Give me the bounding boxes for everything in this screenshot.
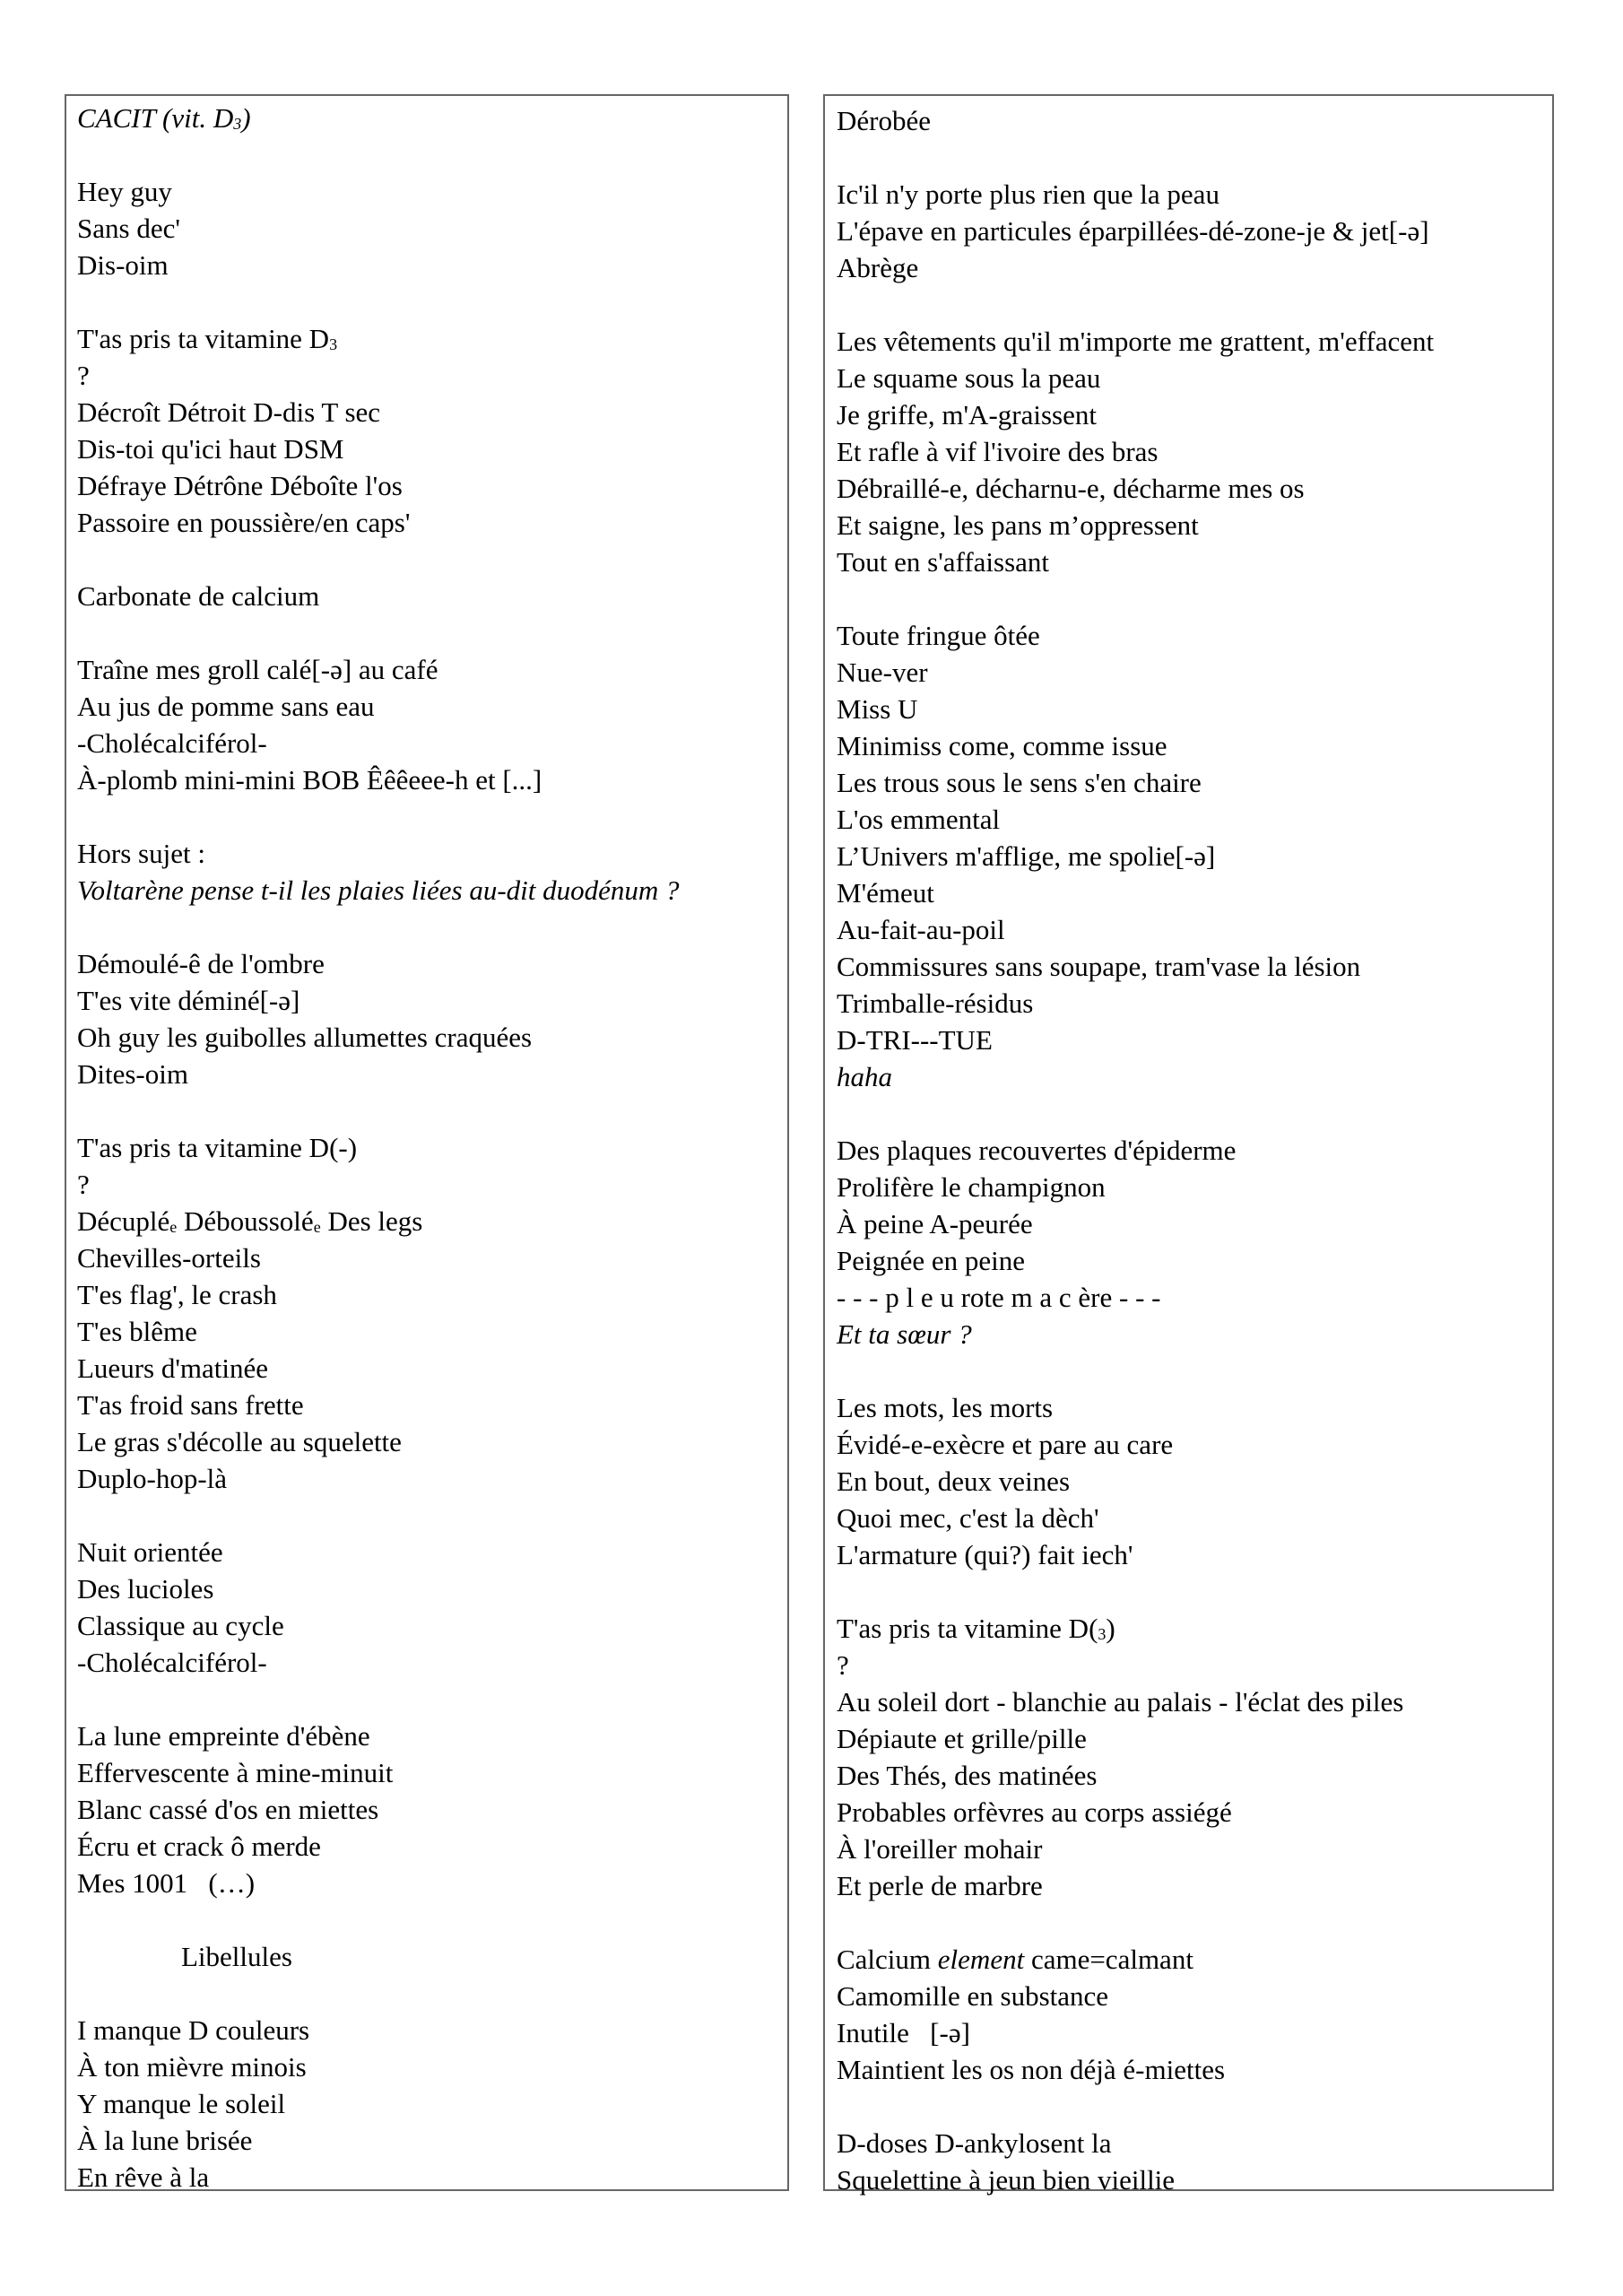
line-text: T'es vite déminé[-ə]	[77, 985, 300, 1016]
line-text: Au soleil dort - blanchie au palais - l'éclat des piles	[837, 1686, 1404, 1718]
poem-line	[77, 688, 787, 725]
stanza-break	[837, 2088, 1552, 2125]
poem-line	[837, 433, 1552, 470]
line-text: Traîne mes groll calé[-ə] au café	[77, 654, 438, 685]
line-text: Quoi mec, c'est la dèch'	[837, 1502, 1099, 1534]
poem-line	[837, 985, 1552, 1022]
poem-line	[837, 1867, 1552, 1904]
stanza-break	[837, 286, 1552, 323]
line-text: À-plomb mini-mini BOB Êêêeee-h et [...]	[77, 764, 542, 796]
line-text: Des lucioles	[77, 1573, 214, 1605]
poem-line	[837, 396, 1552, 433]
poem-line	[77, 945, 787, 982]
poem-line	[77, 761, 787, 798]
stanza-break	[837, 1904, 1552, 1941]
line-text: En rêve à la	[77, 2161, 210, 2193]
poem-line	[837, 1720, 1552, 1757]
right-poem-column	[823, 94, 1554, 2196]
line-text-after: came=calmant	[1024, 1944, 1193, 1975]
line-text: Je griffe, m'A-graissent	[837, 399, 1097, 430]
line-text: T'as pris ta vitamine D(	[837, 1613, 1098, 1644]
stanza-break	[837, 139, 1552, 176]
poem-line	[837, 507, 1552, 544]
poem-line	[837, 1941, 1552, 1978]
subscript: e	[169, 1218, 178, 1236]
line-text: Camomille en substance	[837, 1980, 1109, 2012]
stanza-break	[77, 909, 787, 945]
line-text: Voltarène pense t-il les plaies liées au-dit duodénum ?	[77, 874, 680, 906]
line-text: Au jus de pomme sans eau	[77, 691, 375, 722]
poem-line	[837, 1132, 1552, 1169]
poem-line	[77, 1423, 787, 1460]
line-text: ?	[837, 1649, 849, 1681]
line-text: T'as froid sans frette	[77, 1389, 304, 1421]
poem-line	[77, 1644, 787, 1681]
poem-line	[77, 210, 787, 247]
poem-title	[77, 100, 787, 136]
line-text: D-doses D-ankylosent la	[837, 2127, 1112, 2159]
poem-line	[837, 1536, 1552, 1573]
poem-line	[837, 948, 1552, 985]
poem-line	[837, 1426, 1552, 1463]
stanza-break	[77, 283, 787, 320]
line-text: Le gras s'décolle au squelette	[77, 1426, 402, 1457]
line-text: À la lune brisée	[77, 2125, 253, 2156]
section-title	[77, 1938, 787, 1975]
poem-line	[77, 1387, 787, 1423]
poem-line	[77, 467, 787, 504]
poem-line	[77, 1276, 787, 1313]
poem-line	[837, 727, 1552, 764]
line-text: Probables orfèvres au corps assiégé	[837, 1796, 1232, 1828]
poem-line	[77, 651, 787, 688]
line-text: Blanc cassé d'os en miettes	[77, 1794, 379, 1825]
poem-line	[837, 617, 1552, 654]
poem-line	[77, 2159, 787, 2196]
poem-title	[837, 102, 1552, 139]
poem-line	[837, 838, 1552, 874]
stanza-break	[77, 1681, 787, 1718]
stanza-break	[837, 580, 1552, 617]
line-text: Squelettine à jeun bien vieillie	[837, 2164, 1176, 2196]
line-text: Inutile [-ə]	[837, 2017, 970, 2048]
poem-line	[77, 320, 787, 357]
poem-line	[837, 1794, 1552, 1831]
line-text: Peignée en peine	[837, 1245, 1026, 1276]
poem-line	[77, 1129, 787, 1166]
line-text: Dépiaute et grille/pille	[837, 1723, 1087, 1754]
poem-line	[837, 1022, 1552, 1058]
poem-line	[77, 1460, 787, 1497]
line-text: CACIT (vit. D	[77, 102, 234, 134]
poem-line	[77, 1754, 787, 1791]
poem-line	[837, 764, 1552, 801]
line-text: L’Univers m'afflige, me spolie[-ə]	[837, 840, 1216, 872]
poem-line	[837, 1169, 1552, 1205]
poem-line	[77, 2122, 787, 2159]
line-text: Hors sujet :	[77, 838, 205, 869]
line-text: À peine A-peurée	[837, 1208, 1033, 1239]
stanza-break	[77, 136, 787, 173]
poem-line	[77, 2085, 787, 2122]
poem-line	[837, 249, 1552, 286]
line-text: Calcium	[837, 1944, 938, 1975]
poem-line	[837, 654, 1552, 691]
line-text: Dis-oim	[77, 249, 169, 281]
poem-line	[837, 1757, 1552, 1794]
line-text: Abrège	[837, 252, 919, 283]
poem-line	[77, 504, 787, 541]
line-text: Écru et crack ô merde	[77, 1831, 321, 1862]
line-text: Ic'il n'y porte plus rien que la peau	[837, 178, 1219, 210]
line-text: I manque D couleurs	[77, 2014, 310, 2046]
line-text: Hey guy	[77, 176, 172, 207]
stanza-break	[77, 1092, 787, 1129]
line-text: Débraillé-e, décharnu-e, décharme mes os	[837, 473, 1305, 504]
poem-line	[837, 1242, 1552, 1279]
line-text: Lueurs d'matinée	[77, 1352, 269, 1384]
line-text: -Cholécalciférol-	[77, 1647, 267, 1678]
poem-line	[837, 1279, 1552, 1316]
poem-line	[837, 801, 1552, 838]
line-text: Toute fringue ôtée	[837, 620, 1040, 651]
left-poem-column	[65, 94, 789, 2191]
poem-line	[837, 911, 1552, 948]
line-text: Tout en s'affaissant	[837, 546, 1050, 578]
poem-line	[837, 470, 1552, 507]
poem-line	[77, 1570, 787, 1607]
poem-line	[837, 1058, 1552, 1095]
line-text: Chevilles-orteils	[77, 1242, 261, 1274]
poem-line	[77, 247, 787, 283]
line-text: Commissures sans soupape, tram'vase la lésion	[837, 951, 1361, 982]
poem-line	[837, 2125, 1552, 2161]
poem-line	[837, 544, 1552, 580]
stanza-break	[77, 798, 787, 835]
poem-line	[837, 1205, 1552, 1242]
line-text: Classique au cycle	[77, 1610, 284, 1641]
poem-line	[837, 360, 1552, 396]
poem-line	[837, 213, 1552, 249]
poem-line	[837, 691, 1552, 727]
line-text: Et ta sœur ?	[837, 1318, 972, 1350]
stanza-break	[837, 1352, 1552, 1389]
line-text: Décroît Détroit D-dis T sec	[77, 396, 381, 428]
poem-line	[77, 394, 787, 430]
poem-line	[837, 1978, 1552, 2014]
line-text: Libellules	[181, 1941, 292, 1972]
line-text: Mes 1001 (…)	[77, 1867, 256, 1899]
line-text: Dérobée	[837, 105, 931, 136]
line-text: Et rafle à vif l'ivoire des bras	[837, 436, 1159, 467]
poem-line	[837, 2014, 1552, 2051]
line-text: Oh guy les guibolles allumettes craquées	[77, 1022, 533, 1053]
poem-line	[837, 1316, 1552, 1352]
poem-line	[837, 323, 1552, 360]
poem-line	[77, 1534, 787, 1570]
poem-line	[77, 2012, 787, 2048]
poem-line	[77, 1791, 787, 1828]
poem-line	[77, 173, 787, 210]
poem-line	[77, 1350, 787, 1387]
line-text: Démoulé-ê de l'ombre	[77, 948, 325, 979]
poem-line	[837, 1683, 1552, 1720]
line-text: Y manque le soleil	[77, 2088, 286, 2119]
poem-line	[77, 982, 787, 1019]
line-text: T'es blême	[77, 1316, 197, 1347]
line-text: Prolifère le champignon	[837, 1171, 1106, 1203]
poem-line	[837, 176, 1552, 213]
line-text-after: Des legs	[320, 1205, 423, 1237]
subscript: e	[313, 1218, 321, 1236]
poem-line	[77, 357, 787, 394]
line-text: ?	[77, 1169, 90, 1200]
poem-line	[77, 1313, 787, 1350]
line-text: L'armature (qui?) fait iech'	[837, 1539, 1133, 1570]
line-text: Et saigne, les pans m’oppressent	[837, 509, 1199, 541]
poem-line	[837, 1610, 1552, 1647]
stanza-break	[77, 1975, 787, 2012]
line-text: -Cholécalciférol-	[77, 727, 267, 759]
line-text: Des plaques recouvertes d'épiderme	[837, 1135, 1237, 1166]
poem-line	[77, 725, 787, 761]
line-text: T'as pris ta vitamine D	[77, 323, 330, 354]
poem-line	[77, 1865, 787, 1901]
poem-line	[77, 1607, 787, 1644]
poem-line	[77, 835, 787, 872]
poem-line	[77, 1203, 787, 1239]
line-text: Passoire en poussière/en caps'	[77, 507, 411, 538]
subscript: 3	[233, 115, 242, 133]
stanza-break	[77, 1497, 787, 1534]
line-text: Nuit orientée	[77, 1536, 223, 1568]
poem-line	[77, 1056, 787, 1092]
line-text: Les vêtements qu'il m'importe me grattent, m'effacent	[837, 326, 1435, 357]
line-text: Décuplé	[77, 1205, 170, 1237]
poem-line	[77, 2048, 787, 2085]
line-text: T'es flag', le crash	[77, 1279, 277, 1310]
line-text: Nue-ver	[837, 657, 928, 688]
line-text: Des Thés, des matinées	[837, 1760, 1098, 1791]
line-text: haha	[837, 1061, 892, 1092]
stanza-break	[77, 614, 787, 651]
line-text: Défraye Détrône Déboîte l'os	[77, 470, 403, 501]
poem-line	[77, 1019, 787, 1056]
line-text: M'émeut	[837, 877, 934, 909]
poem-line	[77, 578, 787, 614]
line-text: Minimiss come, comme issue	[837, 730, 1167, 761]
line-text: Maintient les os non déjà é-miettes	[837, 2054, 1226, 2085]
line-text: Et perle de marbre	[837, 1870, 1043, 1901]
line-text: Duplo-hop-là	[77, 1463, 228, 1494]
poem-line	[837, 1831, 1552, 1867]
line-text-italic: element	[937, 1944, 1025, 1975]
stanza-break	[77, 1901, 787, 1938]
line-text: Au-fait-au-poil	[837, 914, 1005, 945]
line-text: À l'oreiller mohair	[837, 1833, 1043, 1865]
line-text: Trimballe-résidus	[837, 987, 1034, 1019]
line-text: Dites-oim	[77, 1058, 188, 1090]
poem-line	[77, 1166, 787, 1203]
line-text: ?	[77, 360, 90, 391]
line-text: L'os emmental	[837, 804, 1001, 835]
line-text: Dis-toi qu'ici haut DSM	[77, 433, 344, 465]
line-text: À ton mièvre minois	[77, 2051, 307, 2083]
line-text-after: )	[1106, 1613, 1115, 1644]
line-text: Le squame sous la peau	[837, 362, 1101, 394]
line-text: D-TRI---TUE	[837, 1024, 993, 1056]
line-text: Miss U	[837, 693, 918, 725]
stanza-break	[837, 1095, 1552, 1132]
line-text: Carbonate de calcium	[77, 580, 320, 612]
line-text-after: )	[241, 102, 251, 134]
poem-line	[837, 1463, 1552, 1500]
line-text: Effervescente à mine-minuit	[77, 1757, 394, 1788]
subscript: 3	[329, 335, 338, 353]
line-text: Sans dec'	[77, 213, 180, 244]
line-text-after: Déboussolé	[177, 1205, 314, 1237]
stanza-break	[837, 1573, 1552, 1610]
line-text: Les trous sous le sens s'en chaire	[837, 767, 1202, 798]
poem-line	[837, 1647, 1552, 1683]
poem-line	[837, 874, 1552, 911]
line-text: Évidé-e-exècre et pare au care	[837, 1429, 1174, 1460]
line-text: - - - p l e u rote m a c ère - - -	[837, 1282, 1161, 1313]
poem-line	[837, 2161, 1552, 2198]
line-text: Les mots, les morts	[837, 1392, 1054, 1423]
poem-line	[837, 2051, 1552, 2088]
poem-line	[77, 1718, 787, 1754]
line-text: L'épave en particules éparpillées-dé-zone-je & jet[-ə]	[837, 215, 1429, 247]
stanza-break	[77, 541, 787, 578]
poem-line	[837, 1389, 1552, 1426]
subscript: 3	[1098, 1625, 1107, 1643]
line-text: En bout, deux veines	[837, 1465, 1071, 1497]
poem-line	[77, 1828, 787, 1865]
poem-line	[837, 1500, 1552, 1536]
line-text: La lune empreinte d'ébène	[77, 1720, 370, 1752]
line-text: T'as pris ta vitamine D(-)	[77, 1132, 358, 1163]
poem-line	[77, 430, 787, 467]
poem-line	[77, 872, 787, 909]
poem-line	[77, 1239, 787, 1276]
